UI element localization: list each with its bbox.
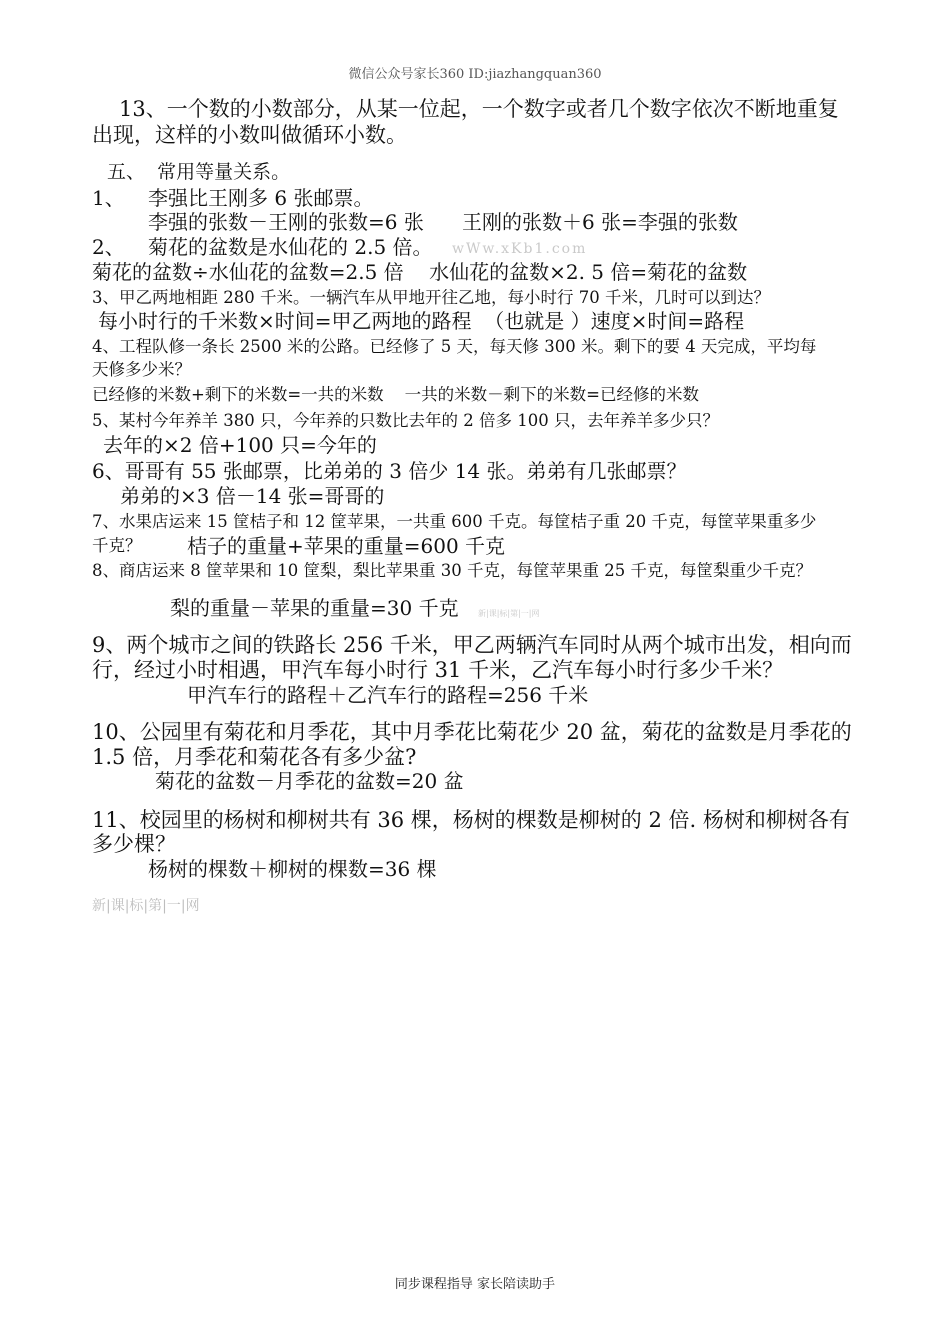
q9-line1: 9、两个城市之间的铁路长 256 千米，甲乙两辆汽车同时从两个城市出发，相向而 xyxy=(92,633,852,657)
q4-line2: 天修多少米？ xyxy=(92,360,191,379)
q6-equation: 弟弟的×3 倍－14 张=哥哥的 xyxy=(120,484,385,508)
q2-watermark: wWw.xKb1.com xyxy=(452,241,588,257)
q5-equation: 去年的×2 倍+100 只=今年的 xyxy=(103,433,377,457)
q2-text: 菊花的盆数是水仙花的 2.5 倍。 xyxy=(148,235,433,259)
q1-number: 1、 xyxy=(92,186,125,210)
q11-line1: 11、校园里的杨树和柳树共有 36 棵，杨树的棵数是柳树的 2 倍. 杨树和柳树各有 xyxy=(92,808,850,832)
q5-text: 5、某村今年养羊 380 只，今年养的只数比去年的 2 倍多 100 只，去年养羊多少只？ xyxy=(92,411,719,430)
q7-line2: 千克？ xyxy=(92,536,142,555)
q1-equation: 李强的张数－王刚的张数=6 张 王刚的张数＋6 张=李强的张数 xyxy=(148,210,738,234)
q3-equation: 每小时行的千米数×时间=甲乙两地的路程 （也就是 ）速度×时间=路程 xyxy=(98,309,745,333)
q2-equation: 菊花的盆数÷水仙花的盆数=2.5 倍 水仙花的盆数×2. 5 倍=菊花的盆数 xyxy=(92,260,748,284)
page-header: 微信公众号家长360 ID:jiazhangquan360 xyxy=(348,67,602,82)
q7-line1: 7、水果店运来 15 筐桔子和 12 筐苹果，一共重 600 千克。每筐桔子重 20 千克，每筐苹果重多少 xyxy=(92,512,817,531)
q11-line2: 多少棵？ xyxy=(92,832,176,856)
q10-equation: 菊花的盆数－月季花的盆数=20 盆 xyxy=(155,769,464,793)
q7-equation: 桔子的重量+苹果的重量=600 千克 xyxy=(187,534,506,558)
q11-equation: 杨树的棵数＋柳树的棵数=36 棵 xyxy=(148,857,437,881)
q1-text: 李强比王刚多 6 张邮票。 xyxy=(148,186,374,210)
q10-line2: 1.5 倍，月季花和菊花各有多少盆? xyxy=(92,745,417,769)
bottom-watermark: 新|课|标|第|一|网 xyxy=(92,898,200,914)
q8-text: 8、商店运来 8 筐苹果和 10 筐梨，梨比苹果重 30 千克，每筐苹果重 25 千克，每筐梨重少千克？ xyxy=(92,561,812,580)
q3-text: 3、甲乙两地相距 280 千米。一辆汽车从甲地开往乙地，每小时行 70 千米，几时可以到达？ xyxy=(92,288,770,307)
q2-number: 2、 xyxy=(92,235,125,259)
q4-line1: 4、工程队修一条长 2500 米的公路。已经修了 5 天，每天修 300 米。剩下的要 4 天完成，平均每 xyxy=(92,337,817,356)
item13-line1: 13、一个数的小数部分，从某一位起，一个数字或者几个数字依次不断地重复 xyxy=(119,97,839,121)
q9-equation: 甲汽车行的路程＋乙汽车行的路程=256 千米 xyxy=(187,683,589,707)
q8-watermark: 新|课|标|第|一|网 xyxy=(478,609,540,618)
q6-text: 6、哥哥有 55 张邮票，比弟弟的 3 倍少 14 张。弟弟有几张邮票？ xyxy=(92,459,687,483)
q4-equation: 已经修的米数+剩下的米数=一共的米数 一共的米数－剩下的米数=已经修的米数 xyxy=(92,385,699,404)
page-footer: 同步课程指导 家长陪读助手 xyxy=(394,1277,556,1292)
q9-line2: 行，经过小时相遇，甲汽车每小时行 31 千米，乙汽车每小时行多少千米？ xyxy=(92,658,784,682)
q10-line1: 10、公园里有菊花和月季花，其中月季花比菊花少 20 盆，菊花的盆数是月季花的 xyxy=(92,720,852,744)
section5-title: 五、 常用等量关系。 xyxy=(107,161,291,183)
q8-equation: 梨的重量－苹果的重量=30 千克 xyxy=(170,596,459,620)
item13-line2: 出现，这样的小数叫做循环小数。 xyxy=(92,123,407,147)
